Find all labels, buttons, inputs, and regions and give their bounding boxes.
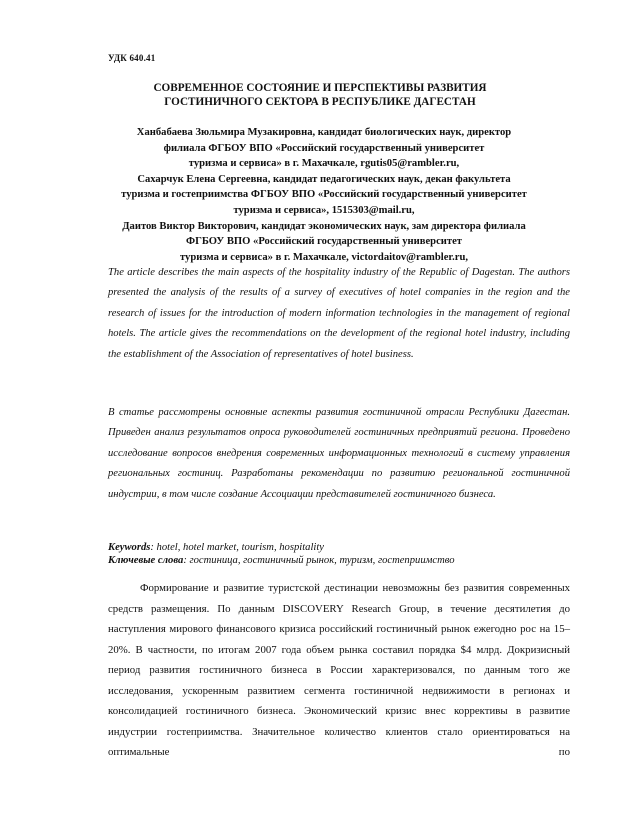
- author-line: туризма и гостеприимства ФГБОУ ВПО «Российский государственный университет: [121, 189, 527, 201]
- udk-code: УДК 640.41: [108, 53, 156, 63]
- authors-block: [96, 125, 552, 265]
- author-line: туризма и сервиса» в г. Махачкале, rgutis05@rambler.ru,: [188, 158, 460, 170]
- keywords-text: : hotel, hotel market, tourism, hospitality: [150, 542, 324, 553]
- abstract-russian: В статье рассмотрены основные аспекты развития гостиничной отрасли Республики Дагестан. Приведен анализ результатов опроса руководителей гостиничных предприятий региона. Проведено исследование вопросов внедрения современных информационных технологий в систему управления региональных гостиниц. Разработаны рекомендации по развитию региональной гостиничной индустрии, в том числе создание Ассоциации представителей гостиничного бизнеса.: [108, 407, 570, 500]
- author-line: Сахарчук Елена Сергеевна, кандидат педагогических наук, декан факультета: [137, 173, 511, 185]
- body-paragraph: Формирование и развитие туристской дестинации невозможны без развития современных средств размещения. По данным DISCOVERY Research Group, в течение десятилетия до наступления мирового финансового кризиса российский гостиничный рынок ежегодно рос на 15–20%. В частности, по итогам 2007 года объем рынка составил порядка $4 млрд. Докризисный период развития гостиничного бизнеса в России характеризовался, по данным того же исследования, ускоренным развитием сегмента гостиничной недвижимости в регионах и консолидацией гостиничного бизнеса. Экономический кризис внес коррективы в развитие индустрии гостеприимства. Значительное количество клиентов стало ориентироваться на оптимальные по: [108, 582, 570, 758]
- author-line: Даитов Виктор Викторович, кандидат экономических наук, зам директора филиала: [122, 220, 526, 232]
- author-line: ФГБОУ ВПО «Российский государственный университет: [186, 236, 462, 248]
- author-line: филиала ФГБОУ ВПО «Российский государственный университет: [163, 142, 485, 154]
- author-line: Ханбабаева Зюльмира Музакировна, кандидат биологических наук, директор: [136, 127, 512, 138]
- author-line: туризма и сервиса», 1515303@mail.ru,: [233, 204, 415, 216]
- keywords-english: [108, 542, 324, 555]
- abstract-english: The article describes the main aspects of the hospitality industry of the Republic of Dagestan. The authors presented the analysis of the results of a survey of executives of hotel companies in the region and the research of issues for the introduction of modern information technologies in the management of regional hotels. The article gives the recommendations on the development of the regional hotel industry, including the establishment of the Association of representatives of hotel business.: [108, 267, 570, 360]
- keywords-text: : гостиница, гостиничный рынок, туризм, гостеприимство: [183, 555, 455, 566]
- keywords-russian: [108, 555, 455, 568]
- paper-title-line-1: СОВРЕМЕННОЕ СОСТОЯНИЕ И ПЕРСПЕКТИВЫ РАЗВИТИЯ: [153, 82, 487, 94]
- author-line: туризма и сервиса» в г. Махачкале, victordaitov@rambler.ru,: [179, 251, 469, 263]
- keywords-label: Ключевые слова: [108, 555, 184, 566]
- keywords-label: Keywords: [108, 542, 151, 553]
- paper-title-line-2: ГОСТИНИЧНОГО СЕКТОРА В РЕСПУБЛИКЕ ДАГЕСТАН: [164, 96, 476, 108]
